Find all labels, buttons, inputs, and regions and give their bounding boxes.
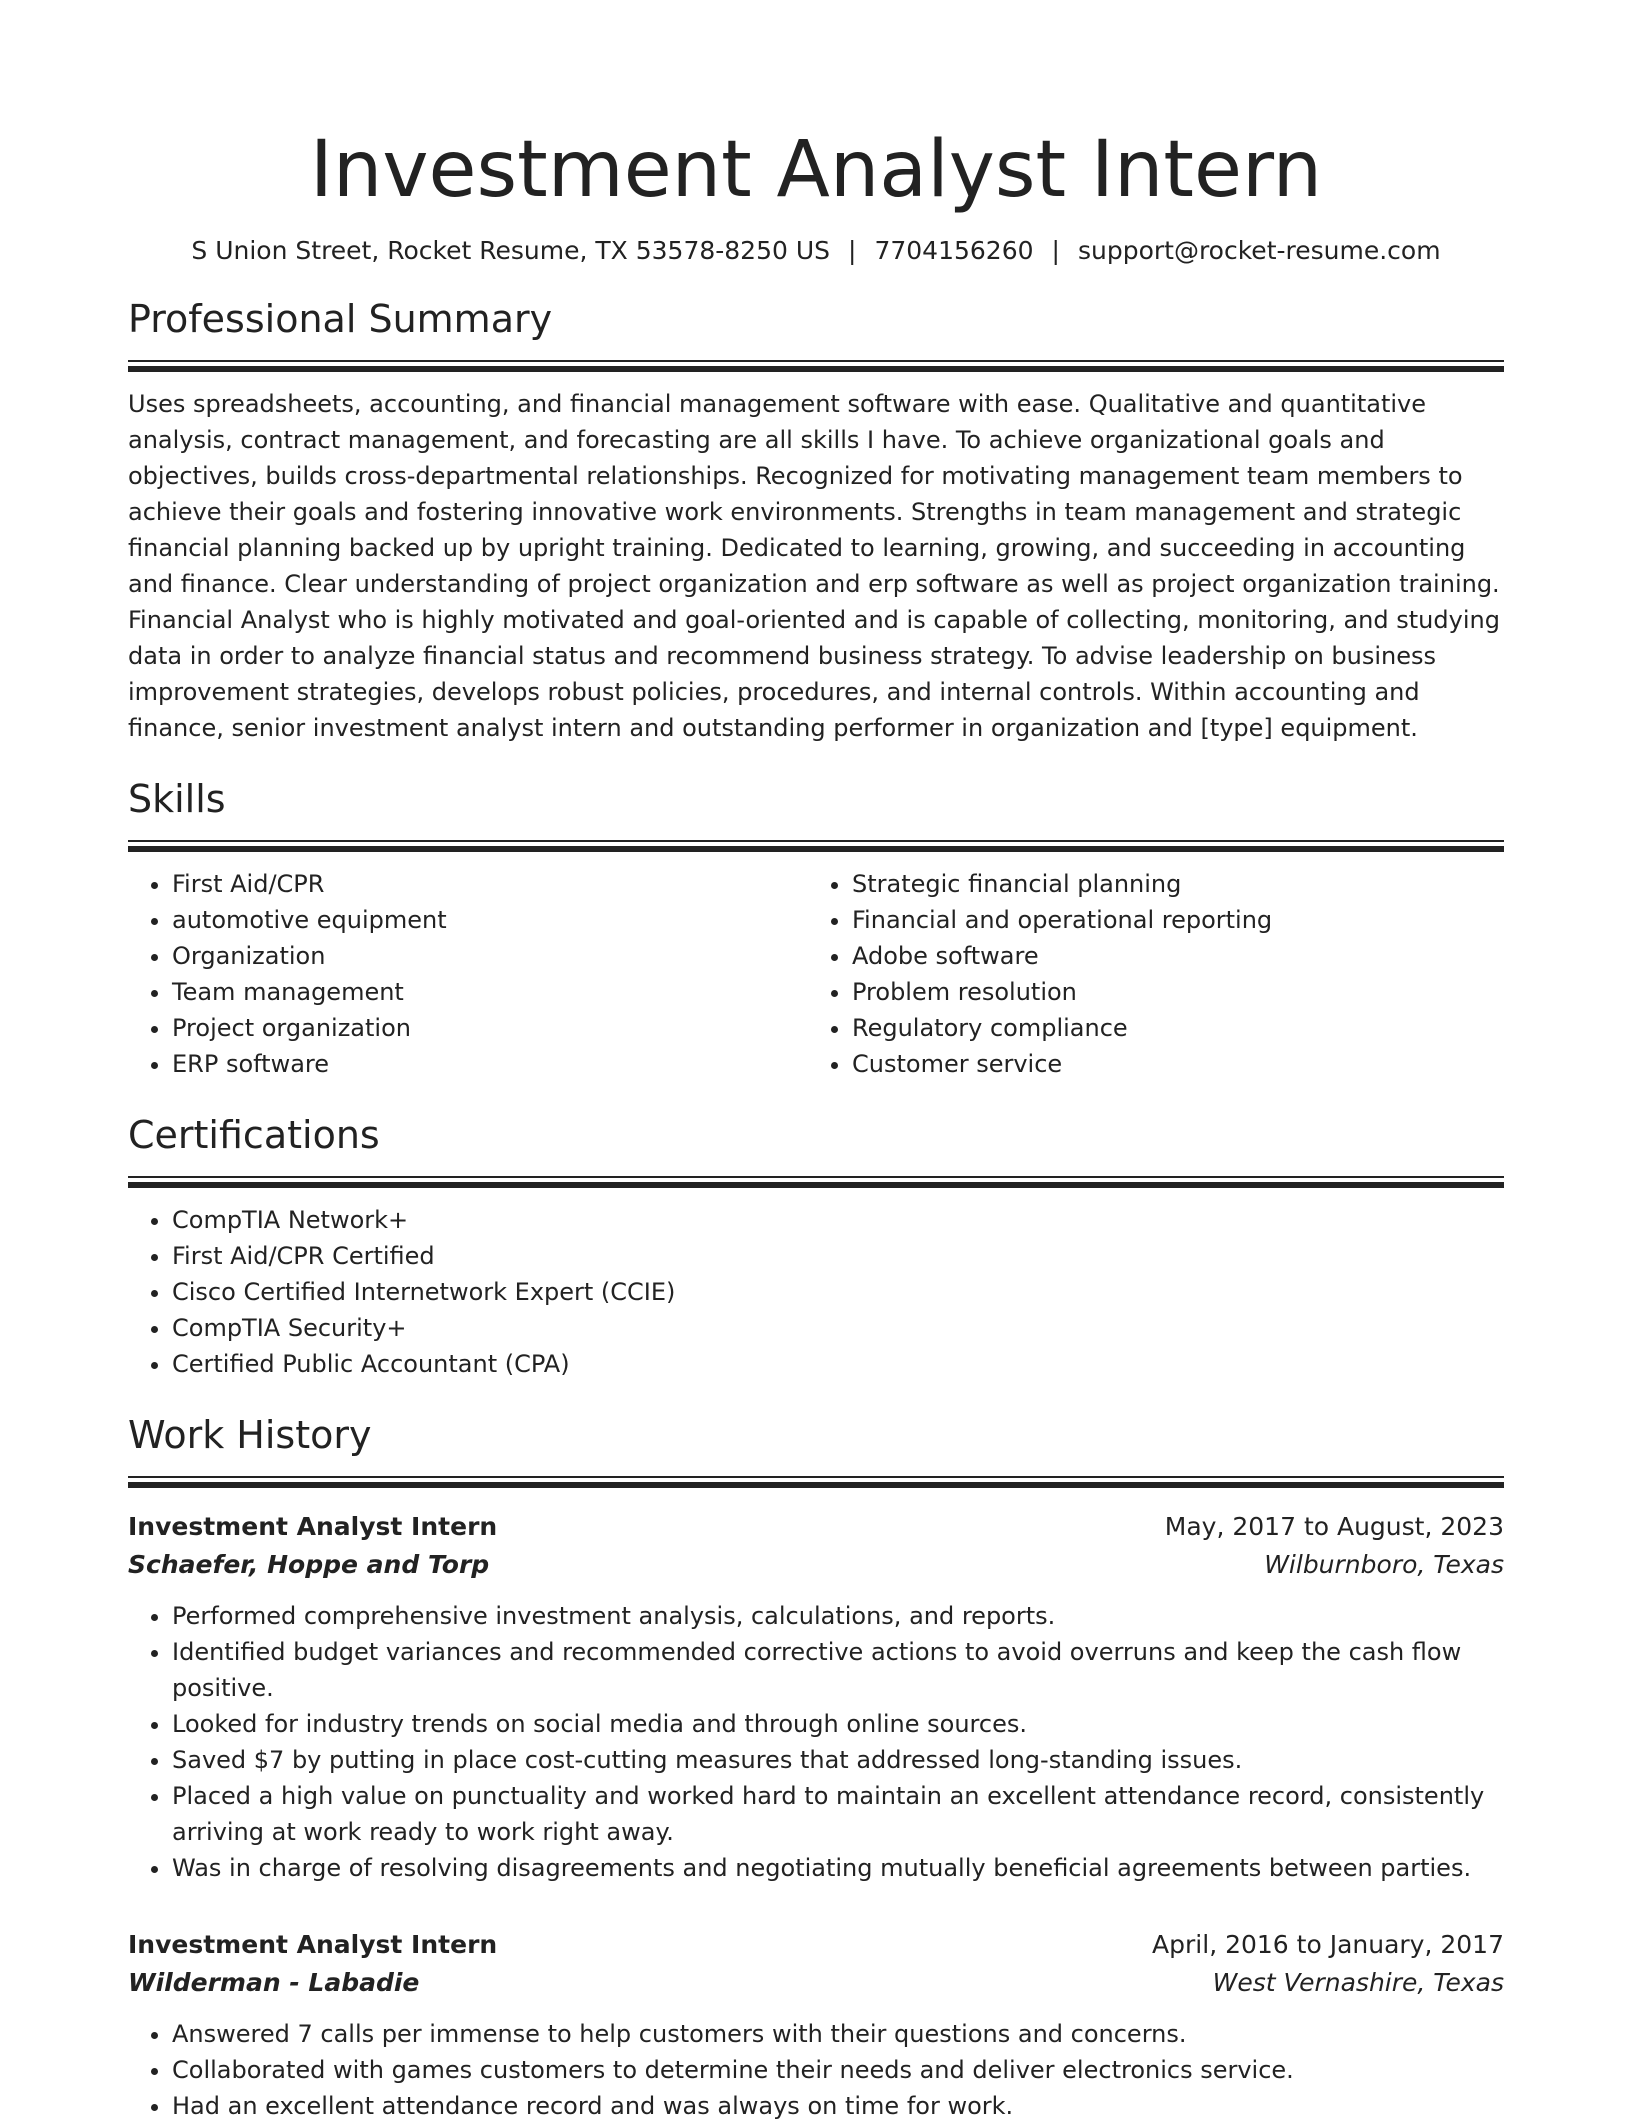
- job-bullets: [128, 1598, 1504, 1886]
- job-company-row: [128, 1546, 1504, 1584]
- certification-item: • CompTIA Security+: [172, 1310, 1504, 1346]
- job-bullet: • Collaborated with games customers to determine their needs and deliver electronics service.: [172, 2052, 1504, 2088]
- job-bullet: • Performed comprehensive investment analysis, calculations, and reports.: [172, 1598, 1504, 1634]
- job-bullet: • Answered 7 calls per immense to help customers with their questions and concerns.: [172, 2016, 1504, 2052]
- skills-list-right: [808, 866, 1488, 1082]
- certification-item: • First Aid/CPR Certified: [172, 1238, 1504, 1274]
- skill-item: • automotive equipment: [172, 902, 808, 938]
- certification-item: • Cisco Certified Internetwork Expert (CCIE): [172, 1274, 1504, 1310]
- contact-line: [128, 234, 1504, 268]
- contact-phone: 7704156260: [874, 236, 1034, 265]
- skill-item: • First Aid/CPR: [172, 866, 808, 902]
- job-bullet: • Placed a high value on punctuality and worked hard to maintain an excellent attendance record, consistently arriving at work ready to work right away.: [172, 1778, 1504, 1850]
- job-title: Investment Analyst Intern: [128, 1930, 498, 1959]
- summary-heading: Professional Summary: [128, 297, 553, 341]
- skill-item: • Adobe software: [852, 938, 1488, 974]
- job-dates: April, 2016 to January, 2017: [1152, 1930, 1504, 1959]
- skill-item: • Strategic financial planning: [852, 866, 1488, 902]
- job-company: Schaefer, Hoppe and Torp: [128, 1550, 490, 1579]
- section-divider: [128, 1176, 1504, 1188]
- job-header-row: [128, 1508, 1504, 1546]
- job-dates: May, 2017 to August, 2023: [1164, 1512, 1504, 1541]
- skill-item: • Problem resolution: [852, 974, 1488, 1010]
- summary-text: Uses spreadsheets, accounting, and financial management software with ease. Qualitative and quantitative analysis, contract management, and forecasting are all skills I have. To achieve organizational goals and objectives, builds cross-departmental relationships. Recognized for motivating management team members to achieve their goals and fostering innovative work environments. Strengths in team management and strategic financial planning backed up by upright training. Dedicated to learning, growing, and succeeding in accounting and finance. Clear understanding of project organization and erp software as well as project organization training. Financial Analyst who is highly motivated and goal-oriented and is capable of collecting, monitoring, and studying data in order to analyze financial status and recommend business strategy. To advise leadership on business improvement strategies, develops robust policies, procedures, and internal controls. Within accounting and finance, senior investment analyst intern and outstanding performer in organization and [type] equipment.: [128, 390, 1500, 742]
- certifications-heading: Certifications: [128, 1113, 380, 1157]
- job-bullet: • Had an excellent attendance record and was always on time for work.: [172, 2088, 1504, 2124]
- job-bullet: • Saved $7 by putting in place cost-cutting measures that addressed long-standing issues.: [172, 1742, 1504, 1778]
- job-location: West Vernashire, Texas: [1212, 1968, 1504, 1997]
- job-entry: [128, 1508, 1504, 1886]
- skill-item: • Project organization: [172, 1010, 808, 1046]
- skills-list-left: [128, 866, 808, 1082]
- certifications-list: [128, 1202, 1504, 1382]
- job-location: Wilburnboro, Texas: [1264, 1550, 1504, 1579]
- section-divider: [128, 360, 1504, 372]
- certification-item: • Certified Public Accountant (CPA): [172, 1346, 1504, 1382]
- job-bullets: [128, 2016, 1504, 2124]
- section-divider: [128, 840, 1504, 852]
- skill-item: • Financial and operational reporting: [852, 902, 1488, 938]
- skill-item: • ERP software: [172, 1046, 808, 1082]
- section-divider: [128, 1476, 1504, 1488]
- certifications-section: [128, 1110, 1504, 1382]
- work-history-heading: Work History: [128, 1413, 372, 1457]
- resume-page: [128, 0, 1504, 2124]
- job-bullet: • Looked for industry trends on social media and through online sources.: [172, 1706, 1504, 1742]
- skill-item: • Organization: [172, 938, 808, 974]
- job-company: Wilderman - Labadie: [128, 1968, 420, 1997]
- contact-email: support@rocket-resume.com: [1077, 236, 1441, 265]
- job-title: Investment Analyst Intern: [128, 1512, 498, 1541]
- skills-section: [128, 774, 1504, 1082]
- skill-item: • Regulatory compliance: [852, 1010, 1488, 1046]
- job-company-row: [128, 1964, 1504, 2002]
- skills-columns: [128, 866, 1504, 1082]
- contact-address: S Union Street, Rocket Resume, TX 53578-8250 US: [191, 236, 831, 265]
- summary-section: [128, 294, 1504, 746]
- skills-heading: Skills: [128, 777, 226, 821]
- job-bullet: • Was in charge of resolving disagreements and negotiating mutually beneficial agreements between parties.: [172, 1850, 1504, 1886]
- contact-separator: |: [848, 236, 857, 265]
- contact-separator: |: [1051, 236, 1060, 265]
- job-entry: [128, 1926, 1504, 2124]
- skill-item: • Customer service: [852, 1046, 1488, 1082]
- skill-item: • Team management: [172, 974, 808, 1010]
- job-header-row: [128, 1926, 1504, 1964]
- work-history-section: [128, 1410, 1504, 2124]
- certification-item: • CompTIA Network+: [172, 1202, 1504, 1238]
- resume-name: Investment Analyst Intern: [309, 125, 1323, 215]
- job-bullet: • Identified budget variances and recommended corrective actions to avoid overruns and keep the cash flow positive.: [172, 1634, 1504, 1706]
